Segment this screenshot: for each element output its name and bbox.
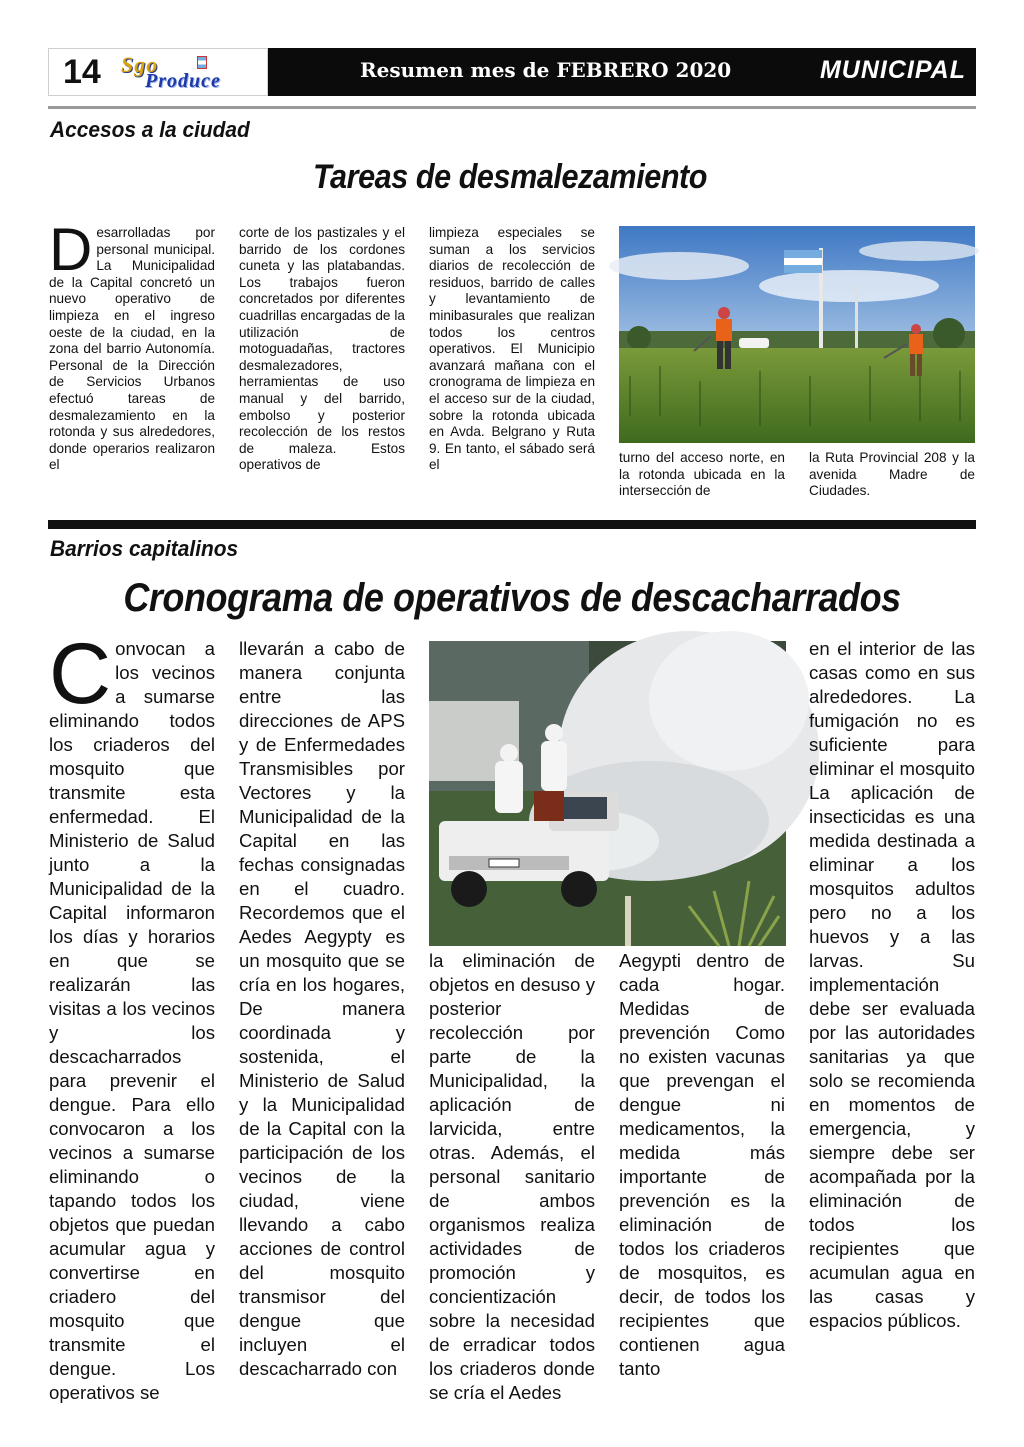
article2-column-5: en el interior de las casas como en sus alrededores. La fumigación no es suficiente para eliminar el mosquito La aplicación de insecticidas es una medida destinada a eliminar a los mosquitos adultos pero no a los huevos y a las larvas. Su implementación debe ser evaluada por las autoridades sanitarias ya que solo se recomienda en momentos de emergencia, y siempre debe ser acompañada por la eliminación de todos los recipientes que acumulan agua en las casas y espacios públicos. [809,638,975,1331]
section-divider [48,520,976,529]
logo-text-top: Sgo [121,52,159,77]
article1-col1-text: esarrolladas por personal municipal. La Municipalidad de la Capital concretó un nuevo operativo de limpieza en el ingreso oeste de la ciudad, en la zona del barrio Autonomía. Personal de la Dirección de Servicios Urbanos efectuó tareas de desmalezamiento en la rotonda y sus alrededores, donde operarios realizaron el [49,225,215,473]
section-label: MUNICIPAL [819,56,966,84]
article2-headline: Cronograma de operativos de descacharrados [123,576,901,620]
article2-column-4: Aegypti dentro de cada hogar. Medidas de prevención Como no existen vacunas que prevengan el dengue ni medicamentos, la medida más importante de prevención es la eliminación de todos los criaderos de mosquitos, es decir, de todos los recipientes que contienen agua tanto [619,950,785,1379]
fumigation-illustration [429,641,786,946]
article1-column-5: la Ruta Provincial 208 y la avenida Madre de Ciudades. [809,450,975,499]
article2-kicker: Barrios capitalinos [50,536,239,561]
flag-icon [197,56,207,69]
article2-dropcap: C [49,626,112,722]
article1-column-4: turno del acceso norte, en la rotonda ubicada en la intersección de [619,450,785,499]
page-number: 14 [63,53,101,91]
article1-photo-grass-cutting [619,226,975,443]
header-bar [268,48,976,96]
article2-column-1 [49,626,215,1403]
issue-label: Resumen mes de FEBRERO 2020 [360,58,732,82]
grass-cutting-illustration [619,226,975,443]
article1-dropcap: D [49,216,93,283]
article2-column-3: la eliminación de objetos en desuso y posterior recolección por parte de la Municipalidad, la aplicación de larvicida, entre otras. Además, el personal sanitario de ambos organismos realiza actividades de promoción y concientización sobre la necesidad de erradicar todos los criaderos donde se cría el Aedes [429,950,595,1403]
article2-column-2: llevarán a cabo de manera conjunta entre las direcciones de APS y de Enfermedades Transmisibles por Vectores y la Municipalidad de la Capital en las fechas consignadas en el cuadro. Recordemos que el Aedes Aegypty es un mosquito que se cría en los hogares, De manera coordinada y sostenida, el Ministerio de Salud y la Municipalidad de la Capital con la participación de los vecinos de la ciudad, viene llevando a cabo acciones de control del mosquito transmisor del dengue que incluyen el descacharrado con [239,638,405,1379]
article2-col1-text: onvocan a los vecinos a sumarse eliminando todos los criaderos del mosquito que transmite esta enfermedad. El Ministerio de Salud junto a la Municipalidad de la Capital informaron los días y horarios en que se realizarán las visitas a los vecinos y los descacharrados para prevenir el dengue. Para ello convocaron a los vecinos a sumarse eliminando o tapando todos los objetos que puedan acumular agua y convertirse en criadero del mosquito que transmite el dengue. Los operativos se [49,638,215,1403]
article1-kicker: Accesos a la ciudad [50,117,250,142]
publication-logo [115,52,263,92]
logo-text-bottom: Produce [145,70,221,92]
article1-column-1 [49,216,215,505]
header-brand-box [48,48,268,96]
article2-photo-fumigation [429,641,786,946]
article1-column-2: corte de los pastizales y el barrido de los cordones cuneta y las platabandas. Los trabajos fueron concretados por diferentes cuadrillas encargadas de la utilización de motoguadañas, tractores desmalezadores, herramientas de uso manual y del barrido, embolso y posterior recolección de los restos de maleza. Estos operativos de [239,225,405,473]
header-rule [48,106,976,109]
article1-column-3: limpieza especiales se suman a los servicios diarios de recolección de residuos, barrido de calles y levantamiento de minibasurales que realizan todos los centros operativos. El Municipio avanzará mañana con el cronograma de limpieza en el acceso sur de la ciudad, sobre la rotonda ubicada en Avda. Belgrano y Ruta 9. En tanto, el sábado será el [429,225,595,473]
article1-headline: Tareas de desmalezamiento [312,158,708,196]
